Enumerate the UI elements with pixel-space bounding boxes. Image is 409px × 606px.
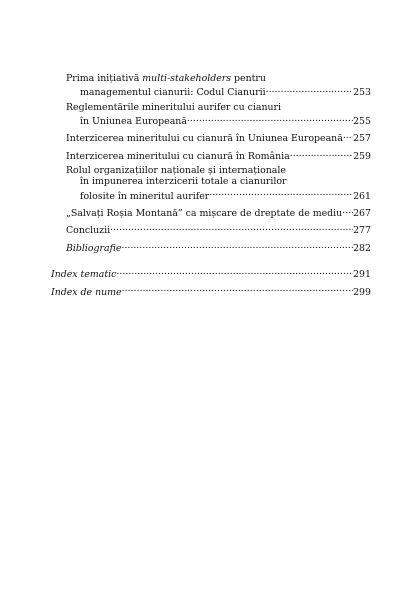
leader-dots [121,240,353,251]
leader-dots [290,148,353,159]
toc-entry-italic-term: multi-stakeholders [142,73,232,84]
toc-entry [51,222,371,236]
toc-entry-last-line [66,84,371,98]
toc-page-number: 267 [353,207,371,219]
leader-dots [116,266,353,277]
toc-page-number: 257 [353,133,371,145]
toc-entry-title-line: folosite în mineritul aurifer [80,190,210,202]
toc-entry-title-line: Concluzii [66,225,111,237]
leader-dots [342,205,353,216]
toc-entry-title-line: Rolul organizațiilor naționale și internaționale [66,164,286,176]
toc-entry-title-line: Bibliografie [66,242,122,254]
toc-index-entry [51,283,371,297]
toc-index-title: Index tematic [51,269,117,281]
toc-entry-last-line [51,266,371,280]
toc-entry [51,148,371,162]
toc-page-number: 255 [353,115,371,127]
toc-entry [51,130,371,144]
leader-dots [266,84,353,95]
leader-dots [110,222,353,233]
toc-entry [51,240,371,254]
toc-page-number: 261 [353,190,371,202]
toc-entry-title-line: Reglementările mineritului aurifer cu cianuri [66,101,282,113]
leader-dots [209,187,353,198]
toc-page-number: 291 [353,269,371,281]
table-of-contents [51,73,371,301]
toc-index-entry [51,266,371,280]
toc-entry-last-line [51,283,371,297]
leader-dots [122,283,353,294]
toc-index-title: Index de nume [51,286,122,298]
toc-page-number: 259 [353,150,371,162]
toc-entry [51,205,371,219]
toc-entry [51,102,371,128]
leader-dots [187,113,353,124]
toc-page-number: 299 [353,286,371,298]
toc-entry-last-line [66,222,371,236]
toc-entry-title-line: în impunerea interzicerii totale a cianurilor [80,176,287,188]
toc-entry-last-line [66,113,371,127]
toc-entry-title-line: „Salvați Roșia Montană” ca mișcare de dreptate de mediu [66,207,343,219]
toc-entry [51,73,371,99]
toc-entry-title-line: Interzicerea mineritului cu cianură în Uniunea Europeană [66,133,343,145]
leader-dots [343,130,353,141]
toc-entry-last-line [66,130,371,144]
toc-entry-title-line: în Uniunea Europeană [80,115,187,127]
toc-entry-title-line: Prima inițiativă multi-stakeholders pentru [66,73,266,84]
section-gap [51,257,371,266]
toc-page-number: 282 [353,242,371,254]
toc-entry-last-line [66,187,371,201]
toc-entry-last-line [66,148,371,162]
toc-entry-title-line: managementul cianurii: Codul Cianurii [80,87,266,99]
toc-entry-last-line [66,240,371,254]
toc-entry-title-line: Interzicerea mineritului cu cianură în România [66,150,290,162]
toc-page-number: 253 [353,87,371,99]
toc-page-number: 277 [353,225,371,237]
toc-entry-last-line [66,205,371,219]
toc-entry [51,165,371,202]
